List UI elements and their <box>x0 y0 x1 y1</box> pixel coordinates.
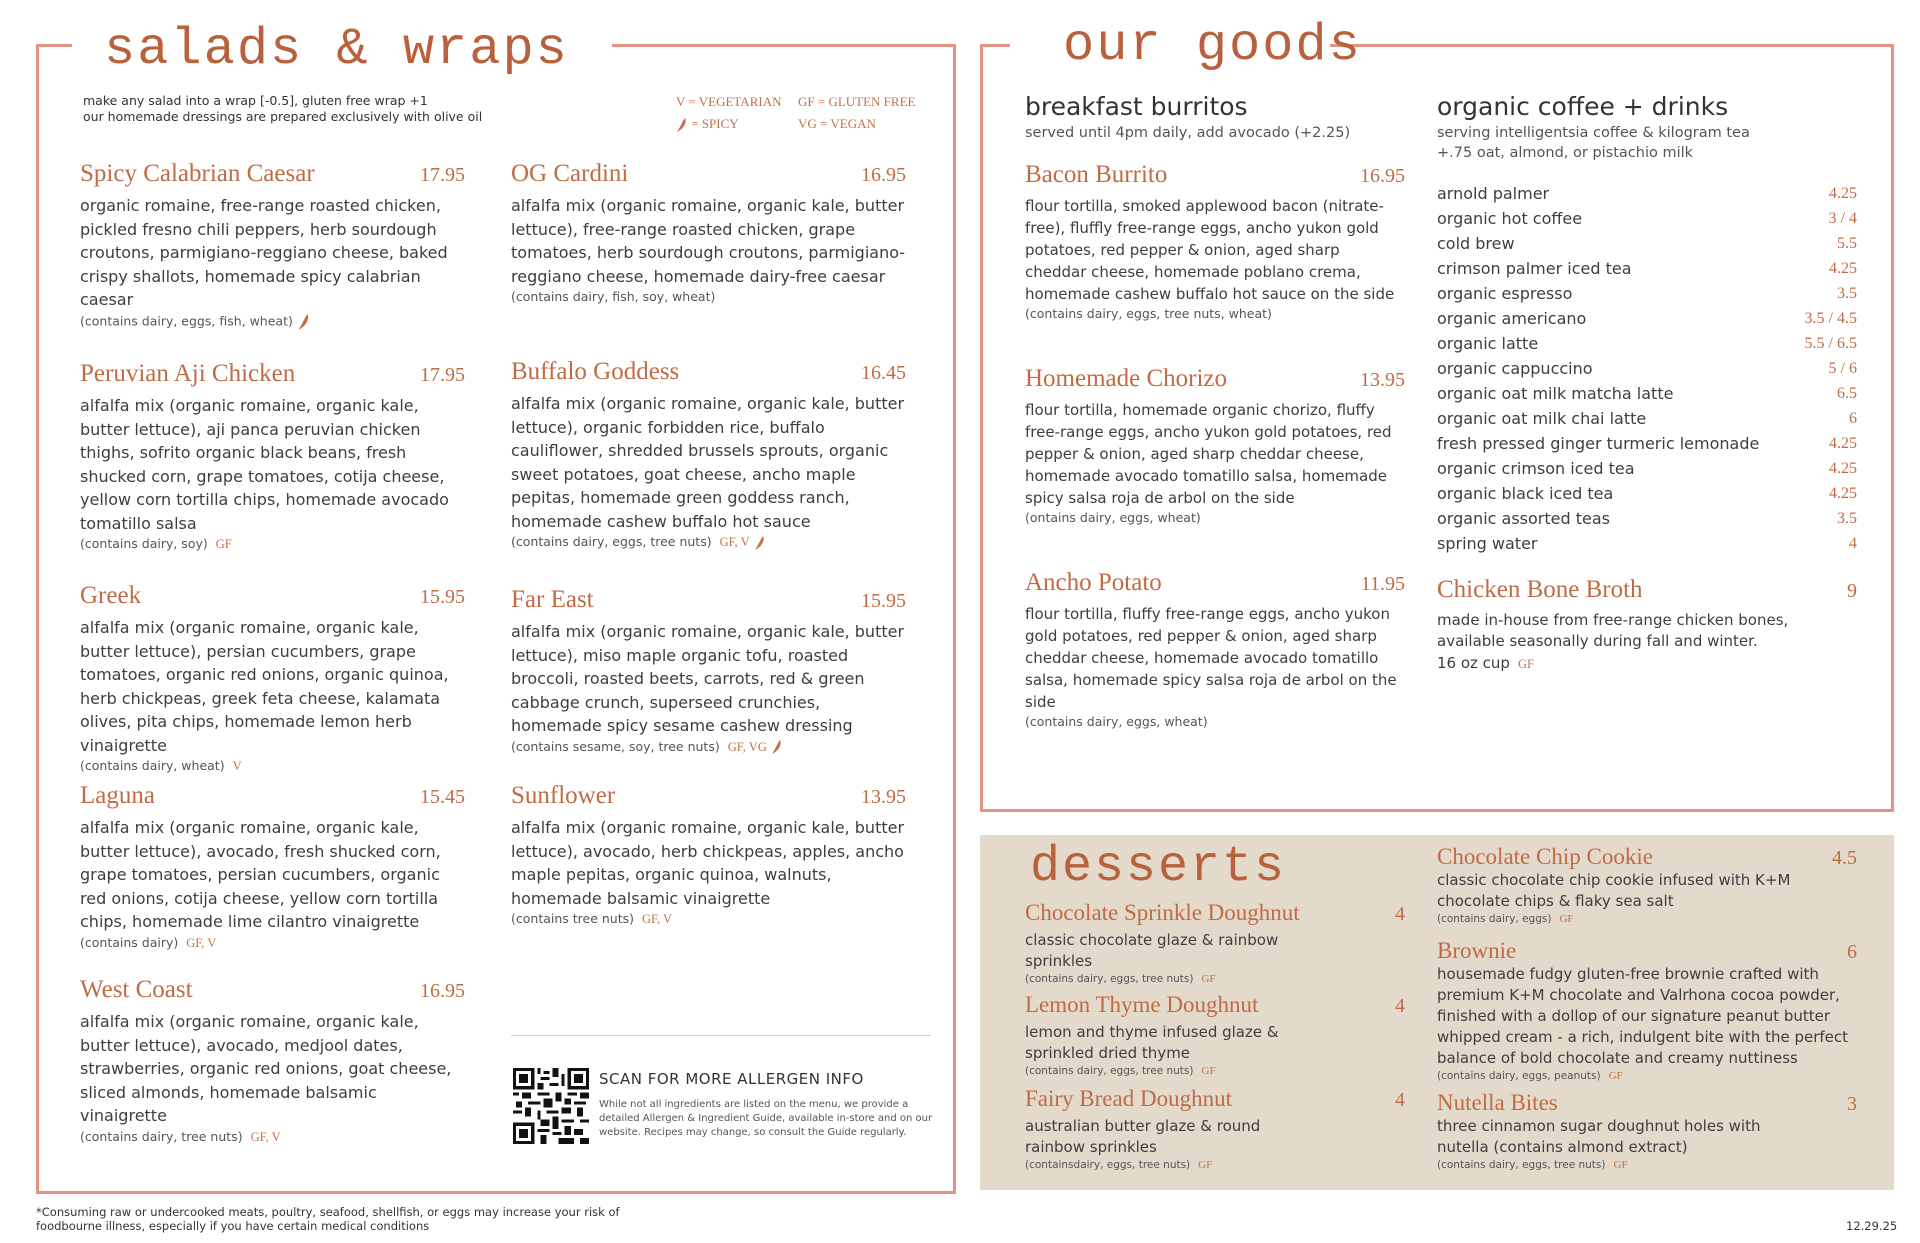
diet-tag: GF, V <box>719 535 750 549</box>
allergen-note: (ontains dairy, eggs, wheat) <box>1025 510 1201 525</box>
item-price: 3 <box>1847 1093 1857 1115</box>
drinks-note-line-1: serving intelligentsia coffee & kilogram tea <box>1437 125 1750 141</box>
drink-item <box>1437 531 1857 556</box>
drink-item <box>1437 481 1857 506</box>
item-price: 11.95 <box>1360 573 1405 595</box>
drink-price: 4.25 <box>1829 435 1857 452</box>
drink-price: 6 <box>1849 410 1857 427</box>
dessert-item <box>1437 1090 1857 1171</box>
drink-name: fresh pressed ginger turmeric lemonade <box>1437 434 1760 453</box>
item-price: 16.95 <box>861 164 906 186</box>
drink-name: organic latte <box>1437 334 1539 353</box>
item-name: OG Cardini <box>511 160 629 187</box>
salads-legend <box>676 94 926 138</box>
drink-name: organic black iced tea <box>1437 484 1614 503</box>
desserts-title: desserts <box>1030 839 1287 896</box>
drinks-note-line-2: +.75 oat, almond, or pistachio milk <box>1437 145 1694 161</box>
item-description: flour tortilla, smoked applewood bacon (nitrate-free), fluffly free-range eggs, ancho yukon gold potatoes, red pepper & onion, aged sharp cheddar cheese, homemade poblano crema, homemade cashew buffalo hot sauce on the side <box>1025 197 1395 303</box>
item-price: 9 <box>1847 580 1857 602</box>
allergen-note: (contains dairy, eggs, fish, wheat) <box>80 313 293 328</box>
diet-tag: GF <box>1559 913 1574 925</box>
allergen-note: (contains dairy, eggs, tree nuts) <box>511 534 712 549</box>
menu-item <box>511 358 906 586</box>
item-description: classic chocolate chip cookie infused with K+M chocolate chips & flaky sea salt <box>1437 871 1791 910</box>
item-description: housemade fudgy gluten-free brownie crafted with premium K+M chocolate and Valrhona cocoa powder, finished with a dollop of our signature peanut butter whipped cream - a rich, indulgent bite with the perfect balance of bold chocolate and creamy nuttiness <box>1437 965 1849 1067</box>
item-price: 13.95 <box>861 786 906 808</box>
allergen-note: (contains dairy, eggs, tree nuts) <box>1025 973 1194 985</box>
allergen-note: (contains dairy, eggs, tree nuts) <box>1025 1065 1194 1077</box>
allergen-note: (contains dairy) <box>80 934 179 950</box>
drink-item <box>1437 306 1857 331</box>
dessert-item <box>1025 1086 1405 1171</box>
menu-item <box>1025 365 1405 569</box>
chili-icon <box>297 313 311 331</box>
item-price: 15.95 <box>861 590 906 612</box>
disclaimer-line-2: foodbourne illness, especially if you have certain medical conditions <box>36 1219 430 1233</box>
desserts-left-column <box>1025 900 1405 1171</box>
chili-icon <box>771 739 783 755</box>
drink-price: 3.5 <box>1837 510 1857 527</box>
dessert-item <box>1437 938 1857 1090</box>
item-name: Sunflower <box>511 782 616 809</box>
drink-price: 6.5 <box>1837 385 1857 402</box>
item-price: 15.95 <box>420 586 465 608</box>
item-description: alfalfa mix (organic romaine, organic kale, butter lettuce), avocado, fresh shucked corn, grape tomatoes, persian cucumbers, organic red onions, cotija cheese, yellow corn tortilla chips, homemade lime cilantro vinaigrette <box>80 818 441 931</box>
disclaimer-line-1: *Consuming raw or undercooked meats, poultry, seafood, shellfish, or eggs may increase your risk of <box>36 1205 620 1219</box>
diet-tag: GF, V <box>642 912 673 926</box>
allergen-note: (contains tree nuts) <box>511 911 635 926</box>
item-description: flour tortilla, homemade organic chorizo, fluffy free-range eggs, ancho yukon gold potatoes, red pepper & onion, aged sharp cheddar cheese, homemade avocado tomatillo salsa, homemade spicy salsa roja de arbol on the side <box>1025 401 1392 507</box>
item-name: Buffalo Goddess <box>511 358 680 385</box>
allergen-note: (contains dairy, soy) <box>80 536 208 551</box>
legend-gluten-free: GF = GLUTEN FREE <box>798 94 916 109</box>
chili-icon <box>676 117 688 133</box>
drink-price: 5.5 <box>1837 235 1857 252</box>
diet-tag: GF <box>1201 1065 1216 1077</box>
item-name: Far East <box>511 586 594 613</box>
drink-name: organic crimson iced tea <box>1437 459 1635 478</box>
drink-name: organic hot coffee <box>1437 209 1583 228</box>
salads-left-column <box>80 160 465 1145</box>
drink-item <box>1437 456 1857 481</box>
item-description: classic chocolate glaze & rainbow sprinkles <box>1025 931 1279 970</box>
menu-item <box>511 782 906 927</box>
allergen-note: (contains dairy, wheat) <box>80 758 225 773</box>
item-price: 4 <box>1395 995 1405 1017</box>
qr-code-icon[interactable] <box>513 1068 589 1144</box>
burritos-title: breakfast burritos <box>1025 92 1248 121</box>
menu-item <box>1437 576 1857 672</box>
item-name: Nutella Bites <box>1437 1090 1558 1115</box>
drink-item <box>1437 406 1857 431</box>
item-description: alfalfa mix (organic romaine, organic kale, butter lettuce), miso maple organic tofu, roasted broccoli, roasted beets, carrots, red & green cabbage crunch, superseed crunchies, homemade spicy sesame cashew dressing <box>511 622 905 735</box>
item-price: 17.95 <box>420 364 465 386</box>
drink-price: 4.25 <box>1829 185 1857 202</box>
qr-title: SCAN FOR MORE ALLERGEN INFO <box>599 1070 864 1088</box>
diet-tag: GF <box>1198 1159 1213 1171</box>
legend-spicy-label: = SPICY <box>691 116 739 131</box>
item-description: organic romaine, free-range roasted chicken, pickled fresno chili peppers, herb sourdough croutons, parmigiano-reggiano cheese, baked crispy shallots, homemade spicy calabrian caesar <box>80 196 448 309</box>
goods-title: our goods <box>1063 16 1362 75</box>
item-description: alfalfa mix (organic romaine, organic kale, butter lettuce), persian cucumbers, grape tomatoes, organic red onions, organic quinoa, herb chickpeas, greek feta cheese, kalamata olives, pita chips, homemade lemon herb vinaigrette <box>80 618 449 755</box>
drink-item <box>1437 231 1857 256</box>
drink-name: organic assorted teas <box>1437 509 1610 528</box>
diet-tag: GF <box>1517 657 1534 671</box>
dessert-item <box>1025 992 1405 1086</box>
drinks-column <box>1437 92 1857 672</box>
menu-item <box>80 976 465 1145</box>
dessert-item <box>1437 844 1857 938</box>
drink-item <box>1437 181 1857 206</box>
drink-price: 3 / 4 <box>1828 210 1857 227</box>
menu-item <box>1025 161 1405 365</box>
item-name: Bacon Burrito <box>1025 161 1168 188</box>
diet-tag: GF <box>1201 973 1216 985</box>
diet-tag: GF, V <box>186 935 217 950</box>
menu-item <box>80 360 465 582</box>
drink-item <box>1437 506 1857 531</box>
item-description: alfalfa mix (organic romaine, organic kale, butter lettuce), organic forbidden rice, buffalo cauliflower, shredded brussels sprouts, organic sweet potatoes, goat cheese, ancho maple pepitas, homemade green goddess ranch, homemade cashew buffalo hot sauce <box>511 394 905 531</box>
item-price: 4 <box>1395 1089 1405 1111</box>
item-name: Brownie <box>1437 938 1517 963</box>
drinks-note <box>1437 123 1857 163</box>
allergen-note: (contains dairy, eggs, peanuts) <box>1437 1070 1601 1082</box>
item-price: 4 <box>1395 903 1405 925</box>
allergen-note: (containsdairy, eggs, tree nuts) <box>1025 1159 1191 1171</box>
drink-name: organic oat milk chai latte <box>1437 409 1647 428</box>
footer-disclaimer <box>36 1205 620 1233</box>
drink-price: 5 / 6 <box>1828 360 1857 377</box>
item-description: alfalfa mix (organic romaine, organic kale, butter lettuce), free-range roasted chicken, grape tomatoes, herb sourdough croutons, parmigiano-reggiano cheese, homemade dairy-free caesar <box>511 196 906 286</box>
salads-right-column <box>511 160 906 927</box>
allergen-note: (contains dairy, eggs, tree nuts) <box>1437 1159 1606 1171</box>
item-price: 16.95 <box>420 980 465 1002</box>
drink-item <box>1437 431 1857 456</box>
drink-price: 4 <box>1849 535 1857 552</box>
broth-size: 16 oz cup <box>1437 654 1510 672</box>
allergen-note: (contains dairy, eggs, wheat) <box>1025 714 1208 729</box>
salads-intro-line-1: make any salad into a wrap [-0.5], gluten free wrap +1 <box>83 93 428 108</box>
diet-tag: GF <box>1608 1070 1623 1082</box>
menu-date: 12.29.25 <box>1846 1219 1898 1233</box>
allergen-note: (contains dairy, eggs) <box>1437 913 1552 925</box>
allergen-qr-block <box>513 1066 933 1146</box>
drink-name: organic americano <box>1437 309 1587 328</box>
item-price: 17.95 <box>420 164 465 186</box>
drink-name: cold brew <box>1437 234 1515 253</box>
menu-item <box>1025 569 1405 729</box>
menu-item <box>80 582 465 782</box>
divider <box>511 1035 931 1036</box>
menu-item <box>80 782 465 976</box>
salads-intro <box>83 93 482 125</box>
drink-item <box>1437 381 1857 406</box>
item-description: flour tortilla, fluffy free-range eggs, ancho yukon gold potatoes, red pepper & onion, aged sharp cheddar cheese, homemade avocado tomatillo salsa, homemade spicy salsa roja de arbol on the side <box>1025 605 1397 711</box>
item-name: Peruvian Aji Chicken <box>80 360 296 387</box>
item-description: alfalfa mix (organic romaine, organic kale, butter lettuce), avocado, herb chickpeas, apples, ancho maple pepitas, organic quinoa, walnuts, homemade balsamic vinaigrette <box>511 818 905 908</box>
allergen-note: (contains dairy, eggs, tree nuts, wheat) <box>1025 306 1272 321</box>
drink-name: crimson palmer iced tea <box>1437 259 1632 278</box>
qr-text: While not all ingredients are listed on the menu, we provide a detailed Allergen & Ingredient Guide, available in-store and on our website. Recipes may change, so consult the Guide regularly. <box>599 1099 933 1138</box>
item-description: alfalfa mix (organic romaine, organic kale, butter lettuce), avocado, medjool dates, strawberries, organic red onions, goat cheese, sliced almonds, homemade balsamic vinaigrette <box>80 1012 452 1125</box>
drink-name: arnold palmer <box>1437 184 1550 203</box>
diet-tag: GF, VG <box>727 739 767 754</box>
item-name: Laguna <box>80 782 155 809</box>
item-price: 16.45 <box>861 362 906 384</box>
salads-intro-line-2: our homemade dressings are prepared exclusively with olive oil <box>83 109 483 124</box>
salads-title: salads & wraps <box>104 20 569 79</box>
drinks-title: organic coffee + drinks <box>1437 92 1729 121</box>
dessert-item <box>1025 900 1405 992</box>
item-name: Homemade Chorizo <box>1025 365 1228 392</box>
burritos-column <box>1025 92 1405 729</box>
item-description: made in-house from free-range chicken bones, available seasonally during fall and winter. <box>1437 611 1789 650</box>
item-name: Fairy Bread Doughnut <box>1025 1086 1232 1111</box>
item-name: Chicken Bone Broth <box>1437 576 1643 603</box>
item-name: Spicy Calabrian Caesar <box>80 160 315 187</box>
diet-tag: GF <box>215 537 232 551</box>
allergen-note: (contains dairy, tree nuts) <box>80 1128 243 1144</box>
drink-price: 4.25 <box>1829 460 1857 477</box>
drink-name: organic espresso <box>1437 284 1573 303</box>
menu-item <box>511 586 906 782</box>
desserts-right-column <box>1437 844 1857 1171</box>
drink-name: organic cappuccino <box>1437 359 1593 378</box>
item-name: West Coast <box>80 976 193 1003</box>
item-price: 4.5 <box>1832 847 1857 869</box>
item-name: Chocolate Sprinkle Doughnut <box>1025 900 1300 925</box>
burritos-note: served until 4pm daily, add avocado (+2.25) <box>1025 125 1351 141</box>
drink-item <box>1437 331 1857 356</box>
allergen-note: (contains sesame, soy, tree nuts) <box>511 738 720 754</box>
menu-item <box>511 160 906 358</box>
drink-price: 5.5 / 6.5 <box>1804 335 1857 352</box>
drink-item <box>1437 206 1857 231</box>
diet-tag: GF <box>1613 1159 1628 1171</box>
drinks-list <box>1437 181 1857 556</box>
item-description: australian butter glaze & round rainbow sprinkles <box>1025 1117 1261 1156</box>
drink-price: 3.5 <box>1837 285 1857 302</box>
drink-name: organic oat milk matcha latte <box>1437 384 1674 403</box>
drink-price: 4.25 <box>1829 485 1857 502</box>
drink-price: 3.5 / 4.5 <box>1804 310 1857 327</box>
menu-item <box>80 160 465 360</box>
legend-vegetarian: V = VEGETARIAN <box>676 94 782 109</box>
legend-spicy <box>676 116 739 133</box>
drink-item <box>1437 256 1857 281</box>
drink-item <box>1437 356 1857 381</box>
chili-icon <box>754 535 766 551</box>
item-description: three cinnamon sugar doughnut holes with nutella (contains almond extract) <box>1437 1117 1761 1156</box>
item-price: 6 <box>1847 941 1857 963</box>
item-description: lemon and thyme infused glaze & sprinkled dried thyme <box>1025 1023 1279 1062</box>
item-name: Chocolate Chip Cookie <box>1437 844 1653 869</box>
drink-name: spring water <box>1437 534 1538 553</box>
item-name: Greek <box>80 582 142 609</box>
diet-tag: V <box>232 759 242 773</box>
drink-item <box>1437 281 1857 306</box>
item-name: Lemon Thyme Doughnut <box>1025 992 1259 1017</box>
legend-vegan: VG = VEGAN <box>798 116 876 131</box>
item-name: Ancho Potato <box>1025 569 1162 596</box>
allergen-note: (contains dairy, fish, soy, wheat) <box>511 289 716 304</box>
drink-price: 4.25 <box>1829 260 1857 277</box>
item-description: alfalfa mix (organic romaine, organic kale, butter lettuce), aji panca peruvian chicken thighs, sofrito organic black beans, fresh shucked corn, grape tomatoes, cotija cheese, yellow corn tortilla chips, homemade avocado tomatillo salsa <box>80 396 449 533</box>
diet-tag: GF, V <box>250 1129 281 1144</box>
item-price: 13.95 <box>1360 369 1405 391</box>
item-price: 15.45 <box>420 786 465 808</box>
item-price: 16.95 <box>1360 165 1405 187</box>
